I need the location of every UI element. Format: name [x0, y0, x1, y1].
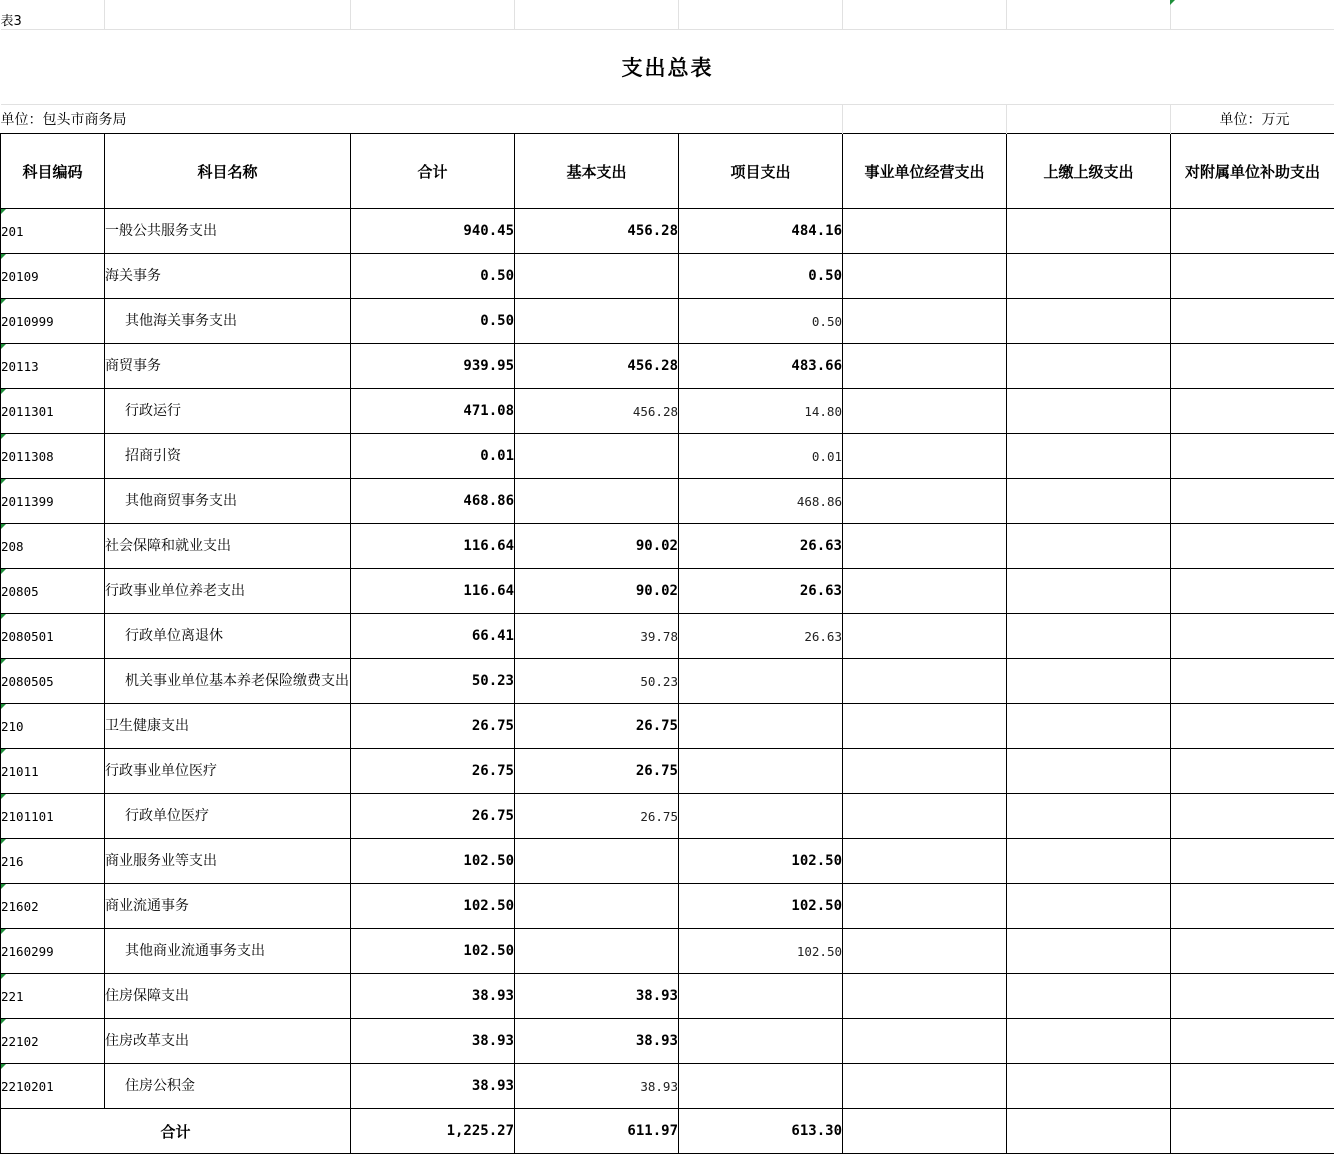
cell-comment-marker: [1, 794, 6, 799]
cell-comment-marker: [1, 389, 6, 394]
sheet-tag[interactable]: 表3: [1, 0, 105, 30]
upper-level-expense-cell[interactable]: [1007, 524, 1171, 569]
project-expense-cell[interactable]: 0.50: [679, 299, 843, 344]
total-cell[interactable]: 0.01: [351, 434, 515, 479]
cell-comment-marker: [1, 479, 6, 484]
subject-code-text: 20109: [1, 268, 39, 284]
table-row: [1, 569, 1334, 614]
business-expense-cell[interactable]: [843, 209, 1007, 254]
subject-name-cell[interactable]: 行政事业单位养老支出: [105, 569, 351, 614]
subject-name-cell[interactable]: 商业流通事务: [105, 884, 351, 929]
subject-code-cell[interactable]: [1, 884, 105, 929]
subject-code-text: 2011399: [1, 493, 54, 509]
subject-name-cell[interactable]: 其他海关事务支出: [105, 299, 351, 344]
subject-code-cell[interactable]: [1, 614, 105, 659]
total-cell[interactable]: 102.50: [351, 929, 515, 974]
subject-code-cell[interactable]: [1, 254, 105, 299]
subsidiary-subsidy-total-cell[interactable]: [1171, 1109, 1334, 1154]
subject-code-text: 2080505: [1, 673, 54, 689]
project-expense-cell[interactable]: [679, 1019, 843, 1064]
table-row: [1, 974, 1334, 1019]
table-row: [1, 614, 1334, 659]
header-cell[interactable]: 对附属单位补助支出: [1171, 134, 1334, 209]
business-expense-total-cell[interactable]: [843, 1109, 1007, 1154]
basic-expense-cell[interactable]: 26.75: [515, 749, 679, 794]
business-expense-cell[interactable]: [843, 524, 1007, 569]
total-cell[interactable]: 102.50: [351, 884, 515, 929]
subject-name-cell[interactable]: 行政单位离退休: [105, 614, 351, 659]
subsidiary-subsidy-cell[interactable]: [1171, 794, 1334, 839]
cell-comment-marker: [1, 254, 6, 259]
basic-expense-cell[interactable]: [515, 434, 679, 479]
subject-code-cell[interactable]: [1, 704, 105, 749]
subject-name-cell[interactable]: 行政运行: [105, 389, 351, 434]
project-expense-cell[interactable]: [679, 749, 843, 794]
basic-expense-cell[interactable]: [515, 254, 679, 299]
table-row: [1, 389, 1334, 434]
subject-name-cell[interactable]: 其他商业流通事务支出: [105, 929, 351, 974]
table-row: [1, 479, 1334, 524]
upper-level-expense-cell[interactable]: [1007, 209, 1171, 254]
subsidiary-subsidy-cell[interactable]: [1171, 524, 1334, 569]
subject-code-text: 208: [1, 538, 24, 554]
subject-name-cell[interactable]: 卫生健康支出: [105, 704, 351, 749]
basic-expense-cell[interactable]: 38.93: [515, 1019, 679, 1064]
total-cell[interactable]: 38.93: [351, 974, 515, 1019]
header-cell[interactable]: 合计: [351, 134, 515, 209]
business-expense-cell[interactable]: [843, 254, 1007, 299]
upper-level-expense-cell[interactable]: [1007, 254, 1171, 299]
totals-row: [1, 1109, 1334, 1154]
unit-row: [1, 105, 1334, 134]
total-cell[interactable]: 116.64: [351, 524, 515, 569]
header-cell[interactable]: 事业单位经营支出: [843, 134, 1007, 209]
project-total-cell[interactable]: 613.30: [679, 1109, 843, 1154]
upper-level-expense-cell[interactable]: [1007, 434, 1171, 479]
subject-code-text: 2160299: [1, 943, 54, 959]
upper-level-expense-cell[interactable]: [1007, 884, 1171, 929]
table-row: [1, 299, 1334, 344]
cell-comment-marker: [1, 884, 6, 889]
subject-code-cell[interactable]: [1, 209, 105, 254]
project-expense-cell[interactable]: 26.63: [679, 569, 843, 614]
business-expense-cell[interactable]: [843, 344, 1007, 389]
project-expense-cell[interactable]: [679, 794, 843, 839]
subsidiary-subsidy-cell[interactable]: [1171, 839, 1334, 884]
basic-expense-cell[interactable]: 456.28: [515, 389, 679, 434]
subject-code-text: 216: [1, 853, 24, 869]
header-cell[interactable]: 上缴上级支出: [1007, 134, 1171, 209]
subject-code-text: 2011308: [1, 448, 54, 464]
subject-code-text: 20805: [1, 583, 39, 599]
subsidiary-subsidy-cell[interactable]: [1171, 389, 1334, 434]
basic-expense-cell[interactable]: 90.02: [515, 524, 679, 569]
subsidiary-subsidy-cell[interactable]: [1171, 344, 1334, 389]
subsidiary-subsidy-cell[interactable]: [1171, 614, 1334, 659]
business-expense-cell[interactable]: [843, 974, 1007, 1019]
subject-code-text: 2011301: [1, 403, 54, 419]
subject-code-cell[interactable]: [1, 1064, 105, 1109]
total-cell[interactable]: 0.50: [351, 254, 515, 299]
subject-name-cell[interactable]: 商业服务业等支出: [105, 839, 351, 884]
total-cell[interactable]: 26.75: [351, 749, 515, 794]
table-row: [1, 839, 1334, 884]
business-expense-cell[interactable]: [843, 794, 1007, 839]
table-row: [1, 884, 1334, 929]
cell-comment-marker: [1, 704, 6, 709]
basic-expense-cell[interactable]: 90.02: [515, 569, 679, 614]
subject-code-text: 22102: [1, 1033, 39, 1049]
subject-code-text: 21011: [1, 763, 39, 779]
table-row: [1, 749, 1334, 794]
subsidiary-subsidy-cell[interactable]: [1171, 659, 1334, 704]
upper-level-expense-cell[interactable]: [1007, 569, 1171, 614]
subject-name-cell[interactable]: 住房保障支出: [105, 974, 351, 1019]
table-row: [1, 929, 1334, 974]
subject-name-cell[interactable]: 一般公共服务支出: [105, 209, 351, 254]
business-expense-cell[interactable]: [843, 614, 1007, 659]
basic-expense-cell[interactable]: 456.28: [515, 209, 679, 254]
basic-expense-cell[interactable]: 39.78: [515, 614, 679, 659]
project-expense-cell[interactable]: 102.50: [679, 884, 843, 929]
project-expense-cell[interactable]: 26.63: [679, 614, 843, 659]
subject-code-cell[interactable]: [1, 929, 105, 974]
subsidiary-subsidy-cell[interactable]: [1171, 1064, 1334, 1109]
business-expense-cell[interactable]: [843, 884, 1007, 929]
sheet-tag-row: [1, 0, 1334, 30]
subject-code-cell[interactable]: [1, 749, 105, 794]
business-expense-cell[interactable]: [843, 479, 1007, 524]
cell-comment-marker: [1, 659, 6, 664]
business-expense-cell[interactable]: [843, 659, 1007, 704]
cell-comment-marker: [1, 299, 6, 304]
upper-level-expense-cell[interactable]: [1007, 794, 1171, 839]
project-expense-cell[interactable]: 14.80: [679, 389, 843, 434]
project-expense-cell[interactable]: 26.63: [679, 524, 843, 569]
project-expense-cell[interactable]: [679, 1064, 843, 1109]
subsidiary-subsidy-cell[interactable]: [1171, 434, 1334, 479]
business-expense-cell[interactable]: [843, 299, 1007, 344]
subject-code-cell[interactable]: [1, 524, 105, 569]
total-cell[interactable]: 38.93: [351, 1019, 515, 1064]
project-expense-cell[interactable]: [679, 704, 843, 749]
subject-code-cell[interactable]: [1, 1019, 105, 1064]
subject-code-cell[interactable]: [1, 569, 105, 614]
subject-code-text: 2101101: [1, 808, 54, 824]
subject-name-cell[interactable]: 行政单位医疗: [105, 794, 351, 839]
subject-name-cell[interactable]: 行政事业单位医疗: [105, 749, 351, 794]
subject-name-cell[interactable]: 机关事业单位基本养老保险缴费支出: [105, 659, 351, 704]
cell-comment-marker: [1, 974, 6, 979]
upper-level-expense-cell[interactable]: [1007, 839, 1171, 884]
table-row: [1, 524, 1334, 569]
upper-level-expense-cell[interactable]: [1007, 974, 1171, 1019]
total-cell[interactable]: 26.75: [351, 704, 515, 749]
upper-level-expense-cell[interactable]: [1007, 929, 1171, 974]
cell-comment-marker: [1, 614, 6, 619]
project-expense-cell[interactable]: [679, 659, 843, 704]
project-expense-cell[interactable]: 0.50: [679, 254, 843, 299]
basic-expense-cell[interactable]: 38.93: [515, 1064, 679, 1109]
subject-name-cell[interactable]: 住房公积金: [105, 1064, 351, 1109]
basic-expense-cell[interactable]: [515, 299, 679, 344]
subject-code-text: 210: [1, 718, 24, 734]
subject-name-cell[interactable]: 社会保障和就业支出: [105, 524, 351, 569]
total-cell[interactable]: 116.64: [351, 569, 515, 614]
upper-level-expense-cell[interactable]: [1007, 1064, 1171, 1109]
subject-code-cell[interactable]: [1, 344, 105, 389]
basic-expense-cell[interactable]: 50.23: [515, 659, 679, 704]
grand-total-cell[interactable]: 1,225.27: [351, 1109, 515, 1154]
total-cell[interactable]: 940.45: [351, 209, 515, 254]
subject-code-text: 2010999: [1, 313, 54, 329]
subject-name-cell[interactable]: 其他商贸事务支出: [105, 479, 351, 524]
subject-code-text: 2080501: [1, 628, 54, 644]
basic-expense-cell[interactable]: [515, 479, 679, 524]
project-expense-cell[interactable]: 484.16: [679, 209, 843, 254]
upper-level-expense-cell[interactable]: [1007, 749, 1171, 794]
upper-level-expense-cell[interactable]: [1007, 704, 1171, 749]
cell-comment-marker: [1, 569, 6, 574]
cell-comment-marker: [1, 839, 6, 844]
subject-code-text: 221: [1, 988, 24, 1004]
table-row: [1, 209, 1334, 254]
subject-code-text: 201: [1, 223, 24, 239]
upper-level-expense-cell[interactable]: [1007, 659, 1171, 704]
header-cell[interactable]: 项目支出: [679, 134, 843, 209]
table-row: [1, 344, 1334, 389]
subject-code-cell[interactable]: [1, 479, 105, 524]
unit-currency[interactable]: 单位：万元: [1219, 112, 1290, 128]
total-cell[interactable]: 66.41: [351, 614, 515, 659]
cell-comment-marker: [1, 434, 6, 439]
subject-name-cell[interactable]: 住房改革支出: [105, 1019, 351, 1064]
business-expense-cell[interactable]: [843, 389, 1007, 434]
subject-name-cell[interactable]: 商贸事务: [105, 344, 351, 389]
project-expense-cell[interactable]: 483.66: [679, 344, 843, 389]
business-expense-cell[interactable]: [843, 569, 1007, 614]
business-expense-cell[interactable]: [843, 839, 1007, 884]
subject-code-text: 2210201: [1, 1078, 54, 1094]
subject-code-text: 21602: [1, 898, 39, 914]
business-expense-cell[interactable]: [843, 434, 1007, 479]
cell-comment-marker: [1, 749, 6, 754]
header-row: [1, 134, 1334, 209]
subject-name-cell[interactable]: 招商引资: [105, 434, 351, 479]
subsidiary-subsidy-cell[interactable]: [1171, 929, 1334, 974]
cell-comment-marker: [1, 524, 6, 529]
cell-comment-marker: [1, 209, 6, 214]
cell-comment-marker: [1, 1064, 6, 1069]
subsidiary-subsidy-cell[interactable]: [1171, 299, 1334, 344]
basic-total-cell[interactable]: 611.97: [515, 1109, 679, 1154]
basic-expense-cell[interactable]: [515, 884, 679, 929]
table-row: [1, 659, 1334, 704]
subsidiary-subsidy-cell[interactable]: [1171, 254, 1334, 299]
business-expense-cell[interactable]: [843, 929, 1007, 974]
basic-expense-cell[interactable]: 456.28: [515, 344, 679, 389]
table-row: [1, 1064, 1334, 1109]
table-row: [1, 704, 1334, 749]
upper-level-expense-cell[interactable]: [1007, 344, 1171, 389]
title-row: [1, 30, 1334, 105]
unit-org[interactable]: 单位：包头市商务局: [1, 105, 843, 134]
business-expense-cell[interactable]: [843, 1019, 1007, 1064]
basic-expense-cell[interactable]: 26.75: [515, 704, 679, 749]
basic-expense-cell[interactable]: [515, 839, 679, 884]
subsidiary-subsidy-cell[interactable]: [1171, 974, 1334, 1019]
total-cell[interactable]: 0.50: [351, 299, 515, 344]
basic-expense-cell[interactable]: 38.93: [515, 974, 679, 1019]
project-expense-cell[interactable]: 468.86: [679, 479, 843, 524]
total-cell[interactable]: 50.23: [351, 659, 515, 704]
header-cell[interactable]: 科目名称: [105, 134, 351, 209]
project-expense-cell[interactable]: 0.01: [679, 434, 843, 479]
business-expense-cell[interactable]: [843, 704, 1007, 749]
subject-code-cell[interactable]: [1, 659, 105, 704]
cell-comment-marker: [1170, 0, 1175, 5]
project-expense-cell[interactable]: 102.50: [679, 839, 843, 884]
subject-name-cell[interactable]: 海关事务: [105, 254, 351, 299]
header-cell[interactable]: 基本支出: [515, 134, 679, 209]
subject-code-cell[interactable]: [1, 839, 105, 884]
business-expense-cell[interactable]: [843, 1064, 1007, 1109]
total-cell[interactable]: 102.50: [351, 839, 515, 884]
table-row: [1, 794, 1334, 839]
table-row: [1, 1019, 1334, 1064]
basic-expense-cell[interactable]: 26.75: [515, 794, 679, 839]
cell-comment-marker: [1, 929, 6, 934]
upper-level-expense-cell[interactable]: [1007, 614, 1171, 659]
upper-level-total-cell[interactable]: [1007, 1109, 1171, 1154]
subsidiary-subsidy-cell[interactable]: [1171, 704, 1334, 749]
cell-comment-marker: [1, 344, 6, 349]
subject-code-text: 20113: [1, 358, 39, 374]
business-expense-cell[interactable]: [843, 749, 1007, 794]
page-title[interactable]: 支出总表: [1, 30, 1334, 105]
upper-level-expense-cell[interactable]: [1007, 299, 1171, 344]
subsidiary-subsidy-cell[interactable]: [1171, 569, 1334, 614]
upper-level-expense-cell[interactable]: [1007, 1019, 1171, 1064]
subject-code-cell[interactable]: [1, 299, 105, 344]
totals-label[interactable]: 合计: [1, 1109, 351, 1154]
subsidiary-subsidy-cell[interactable]: [1171, 884, 1334, 929]
subject-code-cell[interactable]: [1, 974, 105, 1019]
subject-code-cell[interactable]: [1, 434, 105, 479]
subject-code-cell[interactable]: [1, 794, 105, 839]
header-cell[interactable]: 科目编码: [1, 134, 105, 209]
subsidiary-subsidy-cell[interactable]: [1171, 1019, 1334, 1064]
total-cell[interactable]: 38.93: [351, 1064, 515, 1109]
subsidiary-subsidy-cell[interactable]: [1171, 749, 1334, 794]
project-expense-cell[interactable]: 102.50: [679, 929, 843, 974]
table-row: [1, 434, 1334, 479]
total-cell[interactable]: 468.86: [351, 479, 515, 524]
subsidiary-subsidy-cell[interactable]: [1171, 479, 1334, 524]
cell-comment-marker: [1, 1019, 6, 1024]
subject-code-cell[interactable]: [1, 389, 105, 434]
total-cell[interactable]: 26.75: [351, 794, 515, 839]
upper-level-expense-cell[interactable]: [1007, 479, 1171, 524]
subsidiary-subsidy-cell[interactable]: [1171, 209, 1334, 254]
basic-expense-cell[interactable]: [515, 929, 679, 974]
upper-level-expense-cell[interactable]: [1007, 389, 1171, 434]
total-cell[interactable]: 471.08: [351, 389, 515, 434]
total-cell[interactable]: 939.95: [351, 344, 515, 389]
project-expense-cell[interactable]: [679, 974, 843, 1019]
table-row: [1, 254, 1334, 299]
